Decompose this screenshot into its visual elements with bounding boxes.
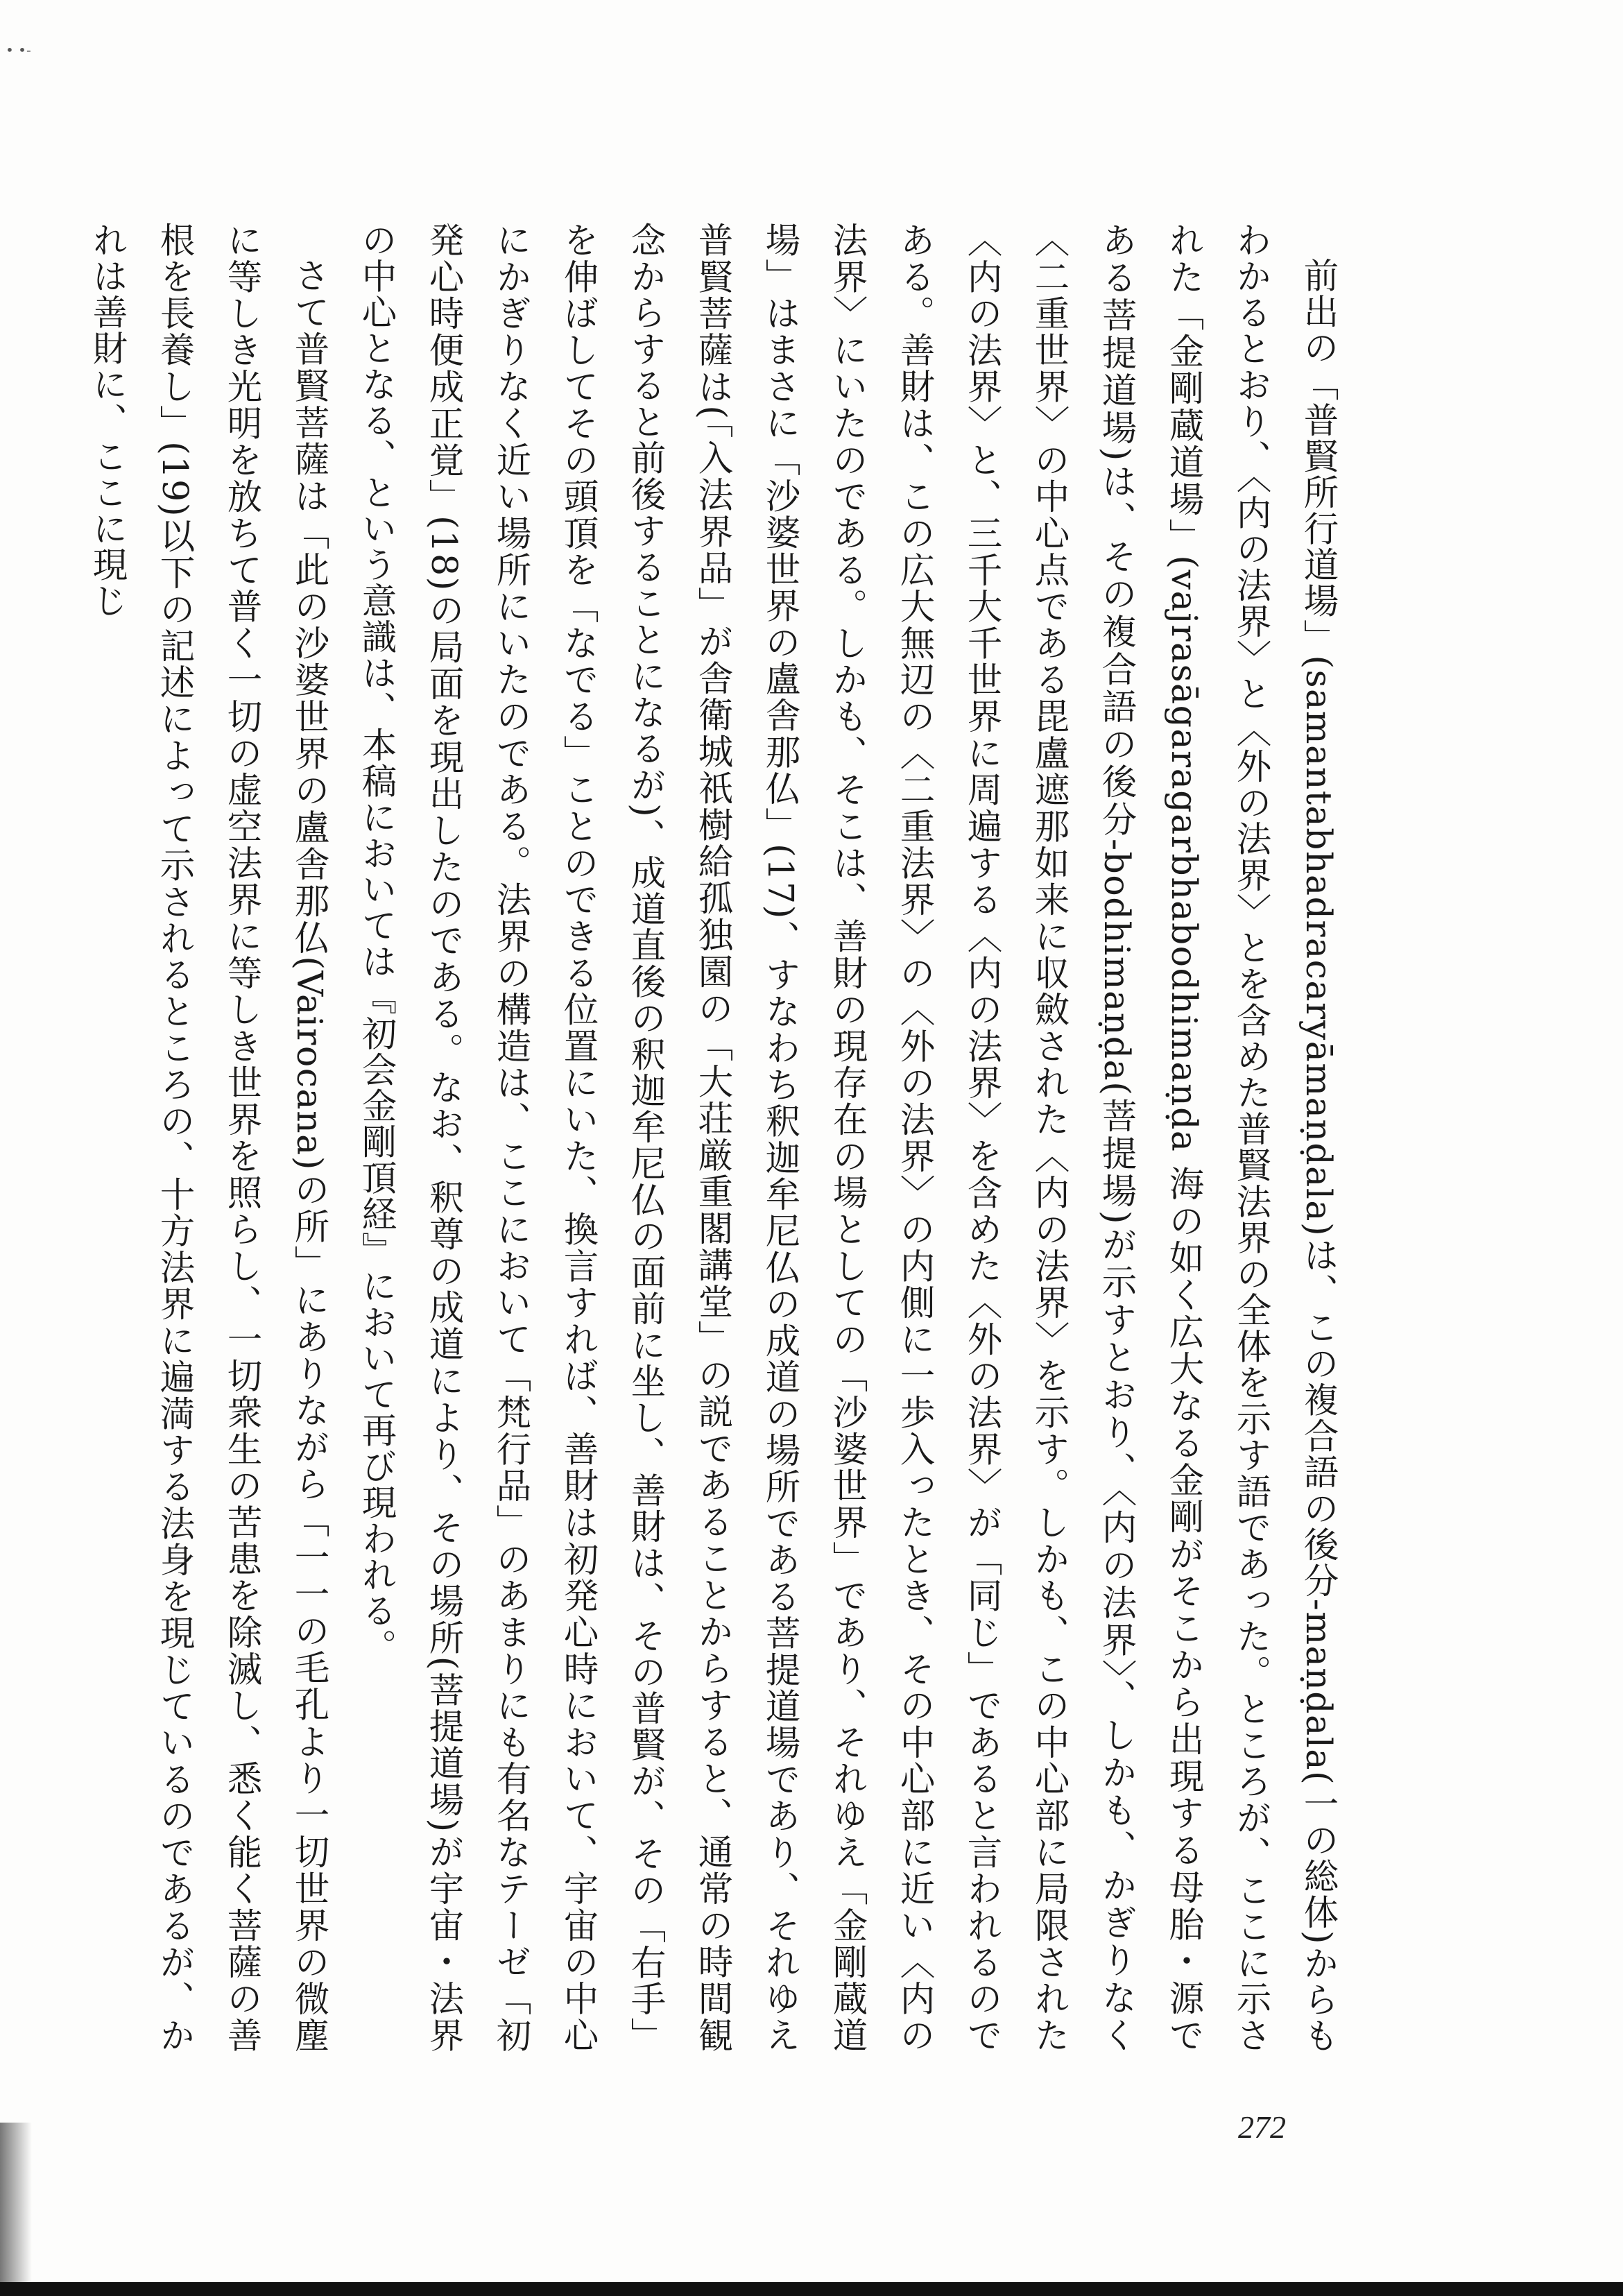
paragraph: さて普賢菩薩は「此の沙婆世界の盧舎那仏(Vairocana)の所」にありながら「一一の毛孔より一切世界の微塵に等しき光明を放ちて普く一切の虚空法界に等しき世界を照らし、一切衆生の苦患を除滅し、悉く能く菩薩の善根を長養し」(19)以下の記述によって示されるところの、十方法界に遍満する法身を現じているのであるが、かれは善財に、ここに現じ [87, 222, 330, 2053]
paragraph: 前出の「普賢所行道場」(samantabhadracaryāmaṇḍala)は、この複合語の後分-maṇḍala(一の総体)からもわかるとおり、〈内の法界〉と〈外の法界〉とを含めた普賢法界の全体を示す語であった。ところが、ここに示された「金剛蔵道場」(vajrasāgaragarbhabodhimaṇḍa 海の如く広大なる金剛がそこから出現する母胎・源である菩提道場)は、その複合語の後分-bodhimaṇḍa(菩提場)が示すとおり、〈内の法界〉、しかも、かぎりなく〈二重世界〉の中心点である毘盧遮那如来に収斂された〈内の法界〉を示す。しかも、この中心部に局限された〈内の法界〉と、三千大千世界に周遍する〈内の法界〉を含めた〈外の法界〉が「同じ」であると言われるのである。善財は、この広大無辺の〈二重法界〉の〈外の法界〉の内側に一歩入ったとき、その中心部に近い〈内の法界〉にいたのである。しかも、そこは、善財の現存在の場としての「沙婆世界」であり、それゆえ「金剛蔵道場」はまさに「沙婆世界の盧舎那仏」(17)、すなわち釈迦牟尼仏の成道の場所である菩提道場であり、それゆえ普賢菩薩は(「入法界品」が舎衛城祇樹給孤独園の「大荘厳重閣講堂」の説であることからすると、通常の時間観念からすると前後することになるが)、成道直後の釈迦牟尼仏の面前に坐し、善財は、その普賢が、その「右手」を伸ばしてその頭頂を「なでる」ことのできる位置にいた、換言すれば、善財は初発心時において、宇宙の中心にかぎりなく近い場所にいたのである。法界の構造は、ここにおいて「梵行品」のあまりにも有名なテーゼ「初発心時便成正覚」(18)の局面を現出したのである。なお、釈尊の成道により、その場所(菩提道場)が宇宙・法界の中心となる、という意識は、本稿においては『初会金剛頂経』において再び現われる。 [357, 222, 1339, 2054]
scan-bottom-edge [0, 2282, 1623, 2296]
scan-mark: • •- [6, 42, 31, 58]
page-number: 272 [1238, 2109, 1286, 2145]
scan-gutter-shadow [0, 2123, 32, 2282]
vertical-text-body [87, 222, 1352, 2054]
